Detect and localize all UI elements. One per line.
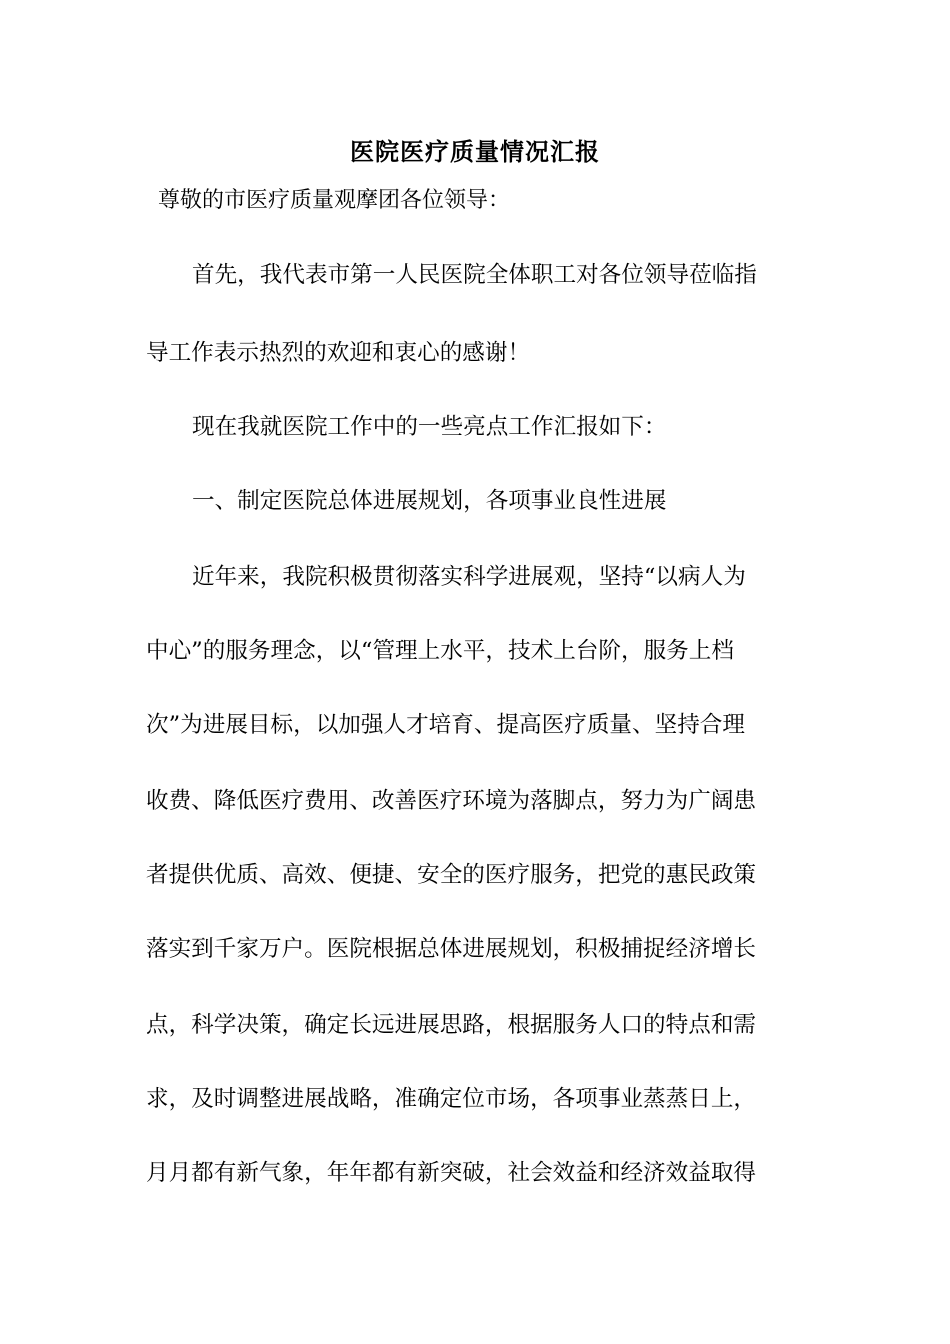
paragraph-line: 落实到千家万户。医院根据总体进展规划，积极捕捉经济增长	[146, 936, 757, 962]
paragraph-line: 导工作表示热烈的欢迎和衷心的感谢！	[146, 340, 531, 366]
paragraph-line: 中心”的服务理念，以“管理上水平，技术上台阶，服务上档	[146, 638, 734, 664]
paragraph-line: 现在我就医院工作中的一些亮点工作汇报如下：	[192, 414, 667, 440]
document-title: 医院医疗质量情况汇报	[350, 137, 600, 166]
paragraph-line: 次”为进展目标，以加强人才培育、提高医疗质量、坚持合理	[146, 712, 745, 738]
paragraph-line: 者提供优质、高效、便捷、安全的医疗服务，把党的惠民政策	[146, 862, 757, 888]
paragraph-line: 月月都有新气象，年年都有新突破，社会效益和经济效益取得	[146, 1160, 757, 1186]
paragraph-line: 近年来，我院积极贯彻落实科学进展观，坚持“以病人为	[192, 564, 746, 590]
paragraph-line: 首先，我代表市第一人民医院全体职工对各位领导莅临指	[192, 262, 757, 288]
paragraph-line: 点，科学决策，确定长远进展思路，根据服务人口的特点和需	[146, 1012, 757, 1038]
paragraph-line: 收费、降低医疗费用、改善医疗环境为落脚点，努力为广阔患	[146, 788, 757, 814]
salutation: 尊敬的市医疗质量观摩团各位领导：	[158, 188, 511, 213]
paragraph-line: 求，及时调整进展战略，准确定位市场，各项事业蒸蒸日上，	[146, 1086, 757, 1112]
section-heading: 一、制定医院总体进展规划，各项事业良性进展	[192, 488, 667, 514]
